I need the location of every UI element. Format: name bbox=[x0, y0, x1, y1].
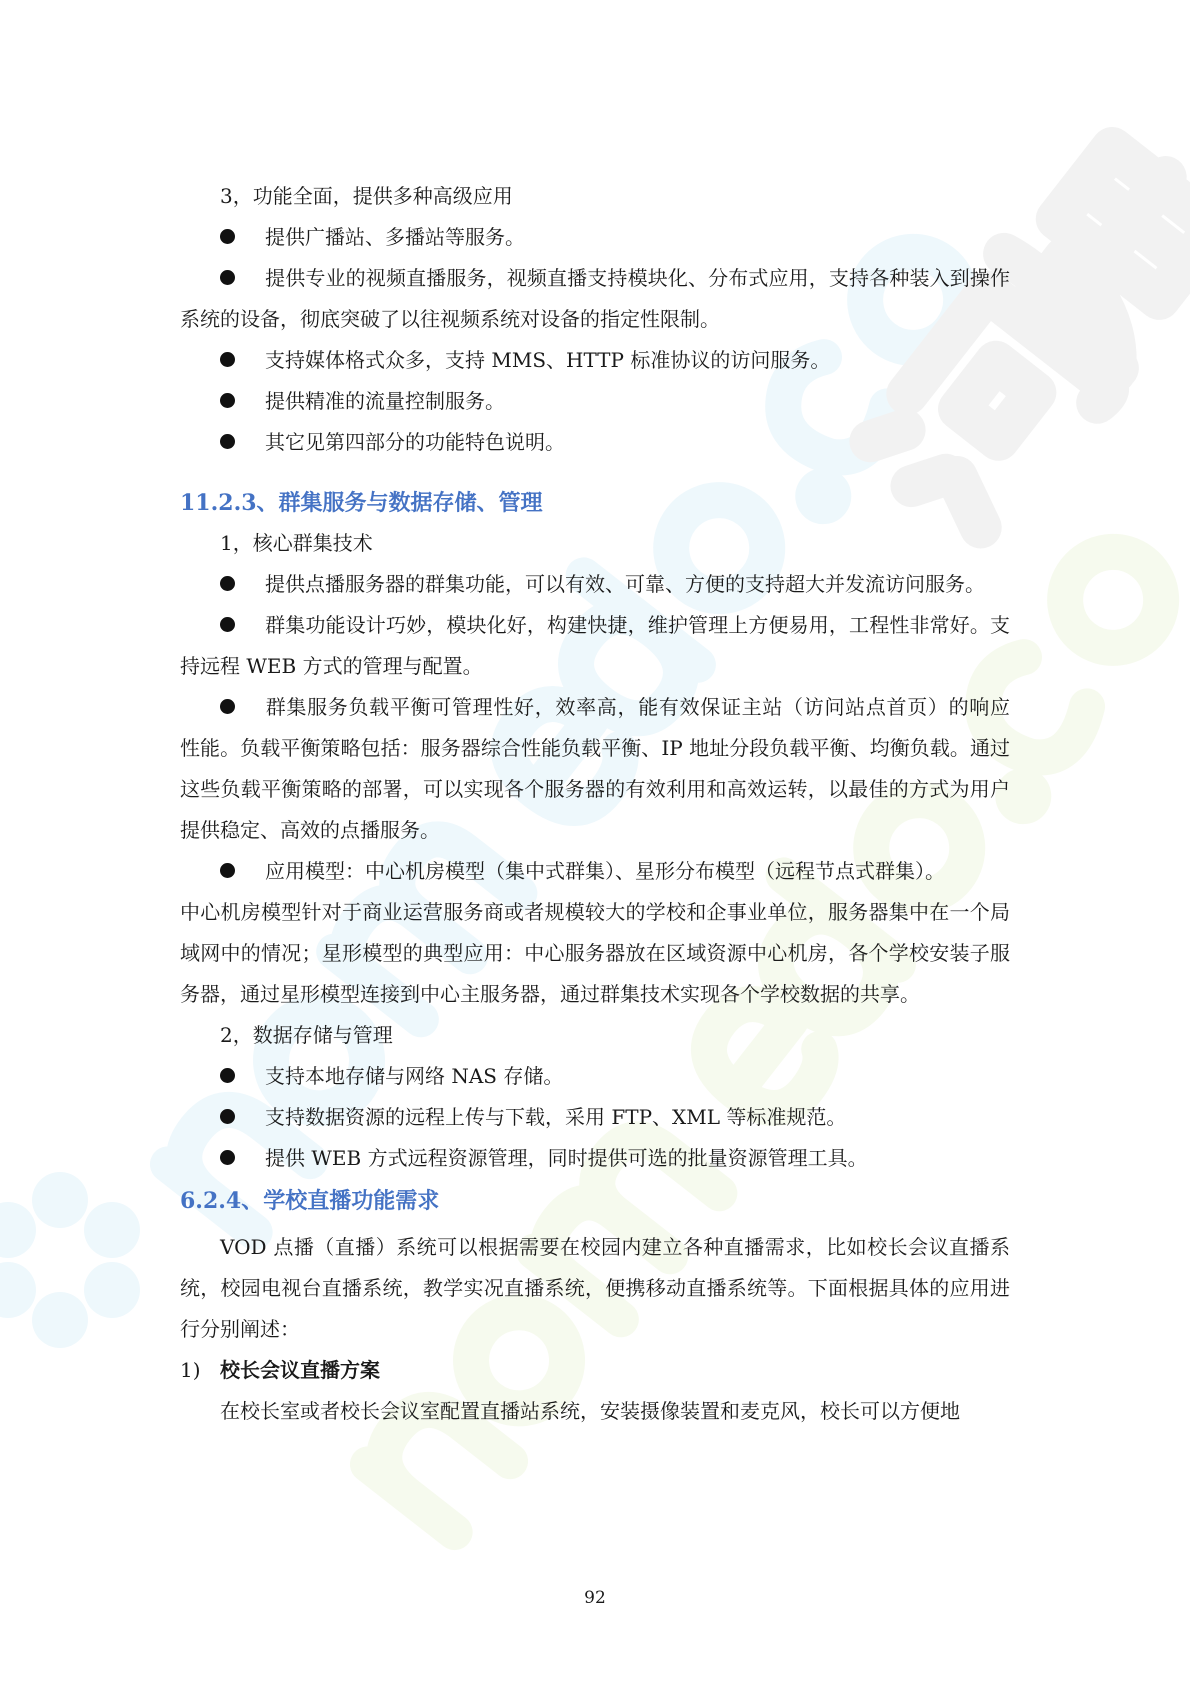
bullet-icon bbox=[220, 576, 235, 591]
subheading-core-cluster: 1，核心群集技术 bbox=[220, 531, 373, 555]
paragraph-models: 中心机房模型针对于商业运营服务商或者规模较大的学校和企事业单位，服务器集中在一个局域网中的情况；星形模型的典型应用：中心服务器放在区域资源中心机房，各个学校安装子服务器，通过星形模型连接到中心主服务器，通过群集技术实现各个学校数据的共享。 bbox=[180, 900, 1010, 1006]
bullet-icon bbox=[220, 1150, 235, 1165]
list-item: 其它见第四部分的功能特色说明。 bbox=[180, 422, 1010, 463]
list-item: 提供精准的流量控制服务。 bbox=[180, 381, 1010, 422]
bullet-icon bbox=[220, 434, 235, 449]
subheading-principal-meeting bbox=[180, 1350, 1010, 1391]
paragraph-principal-meeting: 在校长室或者校长会议室配置直播站系统，安装摄像装置和麦克风，校长可以方便地 bbox=[220, 1399, 960, 1423]
bullet-icon bbox=[220, 1068, 235, 1083]
bullet-icon bbox=[220, 352, 235, 367]
list-item: 提供专业的视频直播服务，视频直播支持模块化、分布式应用，支持各种装入到操作系统的设备，彻底突破了以往视频系统对设备的指定性限制。 bbox=[180, 266, 1010, 331]
paragraph-live-intro: VOD 点播（直播）系统可以根据需要在校园内建立各种直播需求，比如校长会议直播系统，校园电视台直播系统，教学实况直播系统，便携移动直播系统等。下面根据具体的应用进行分别阐述： bbox=[180, 1235, 1010, 1341]
list-item: 支持数据资源的远程上传与下载，采用 FTP、XML 等标准规范。 bbox=[180, 1097, 1010, 1138]
item-number: 1) bbox=[180, 1358, 201, 1382]
subheading-storage: 2，数据存储与管理 bbox=[220, 1023, 393, 1047]
bullet-icon bbox=[220, 229, 235, 244]
list-item: 群集服务负载平衡可管理性好，效率高，能有效保证主站（访问站点首页）的响应 性能。负载平衡策略包括：服务器综合性能负载平衡、IP 地址分段负载平衡、均衡负载。通过这些负载平衡策略的部署，可以实现各个服务器的有效利用和高效运转，以最佳的方式为用户提供稳定、高效的点播服务。 bbox=[180, 695, 1010, 842]
list-item: 提供 WEB 方式远程资源管理，同时提供可选的批量资源管理工具。 bbox=[180, 1138, 1010, 1179]
section-heading-functions: 3，功能全面，提供多种高级应用 bbox=[220, 184, 513, 208]
bullet-icon bbox=[220, 270, 235, 285]
list-item: 应用模型：中心机房模型（集中式群集）、星形分布模型（远程节点式群集）。 bbox=[180, 851, 1010, 892]
list-item: 支持本地存储与网络 NAS 存储。 bbox=[180, 1056, 1010, 1097]
bullet-icon bbox=[220, 393, 235, 408]
list-item: 支持媒体格式众多，支持 MMS、HTTP 标准协议的访问服务。 bbox=[180, 340, 1010, 381]
section-title-live: 6.2.4、学校直播功能需求 bbox=[180, 1188, 440, 1214]
list-item: 提供点播服务器的群集功能，可以有效、可靠、方便的支持超大并发流访问服务。 bbox=[180, 564, 1010, 605]
section-title-cluster: 11.2.3、群集服务与数据存储、管理 bbox=[180, 490, 543, 516]
bullet-icon bbox=[220, 1109, 235, 1124]
list-item: 群集功能设计巧妙，模块化好，构建快捷，维护管理上方便易用，工程性非常好。支持远程 WEB 方式的管理与配置。 bbox=[180, 613, 1010, 678]
bullet-icon bbox=[220, 617, 235, 632]
document-body bbox=[180, 176, 1010, 1432]
page-number: 92 bbox=[584, 1588, 606, 1608]
bullet-icon bbox=[220, 863, 235, 878]
list-item: 提供广播站、多播站等服务。 bbox=[180, 217, 1010, 258]
item-title: 校长会议直播方案 bbox=[220, 1358, 380, 1382]
bullet-icon bbox=[220, 699, 235, 714]
